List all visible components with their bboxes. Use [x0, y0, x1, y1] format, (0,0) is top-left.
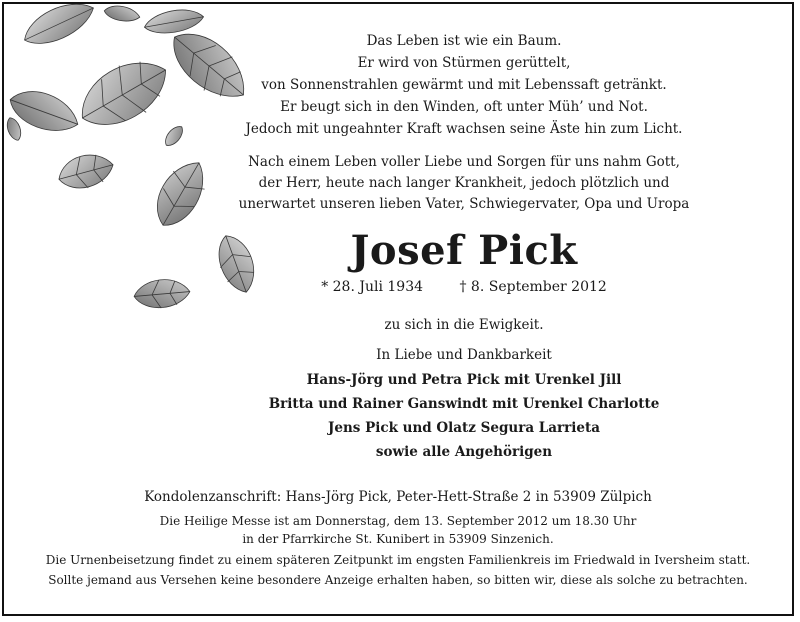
notice-line: Sollte jemand aus Versehen keine besondere Anzeige erhalten haben, so bitten wir, diese als solche zu betrachten.: [48, 573, 748, 587]
mourner-line: sowie alle Angehörigen: [375, 444, 553, 460]
leaf-icon: [162, 123, 187, 149]
ewigkeit-line: zu sich in die Ewigkeit.: [384, 317, 544, 333]
dankbarkeit-line: In Liebe und Dankbarkeit: [376, 347, 552, 363]
poem-line: von Sonnenstrahlen gewärmt und mit Lebenssaft getränkt.: [261, 77, 667, 93]
birth-date: * 28. Juli 1934: [321, 279, 424, 295]
poem-line: Das Leben ist wie ein Baum.: [366, 33, 562, 49]
leaf-icon: [55, 149, 118, 195]
poem-line: Jedoch mit ungeahnter Kraft wachsen seine Äste hin zum Licht.: [245, 121, 683, 137]
mourner-line: Hans-Jörg und Petra Pick mit Urenkel Jill: [306, 372, 622, 388]
burial-line: Die Urnenbeisetzung findet zu einem späteren Zeitpunkt im engsten Familienkreis im Friedwald in Iversheim statt.: [45, 553, 751, 567]
intro-line: Nach einem Leben voller Liebe und Sorgen für uns nahm Gott,: [248, 154, 680, 170]
mass-line: Die Heilige Messe ist am Donnerstag, dem 13. September 2012 um 18.30 Uhr: [159, 514, 637, 528]
mass-line: in der Pfarrkirche St. Kunibert in 53909 Sinzenich.: [242, 532, 554, 546]
mourners-list: [204, 368, 724, 464]
condolence-address: Kondolenzanschrift: Hans-Jörg Pick, Peter-Hett-Straße 2 in 53909 Zülpich: [144, 489, 652, 505]
death-date: † 8. September 2012: [459, 279, 607, 295]
deceased-name: Josef Pick: [350, 227, 578, 274]
leaf-icon: [18, 4, 100, 53]
intro-text: [204, 152, 724, 215]
life-dates: [204, 276, 724, 298]
poem-line: Er beugt sich in den Winden, oft unter Müh’ und Not.: [280, 99, 648, 115]
leaf-icon: [143, 6, 206, 37]
poem: [204, 30, 724, 140]
mourner-line: Jens Pick und Olatz Segura Larrieta: [328, 420, 600, 436]
mourner-line: Britta und Rainer Ganswindt mit Urenkel Charlotte: [268, 396, 660, 412]
intro-line: unerwartet unseren lieben Vater, Schwiegervater, Opa und Uropa: [238, 196, 690, 212]
leaf-icon: [69, 47, 179, 142]
burial-info: [4, 550, 792, 590]
poem-line: Er wird von Stürmen gerüttelt,: [357, 55, 571, 71]
leaf-icon: [133, 277, 191, 310]
intro-line: der Herr, heute nach langer Krankheit, jedoch plötzlich und: [258, 175, 670, 191]
obituary-notice: [2, 2, 794, 616]
leaf-icon: [4, 116, 23, 143]
leaf-icon: [103, 4, 141, 24]
mass-info: [4, 512, 792, 548]
